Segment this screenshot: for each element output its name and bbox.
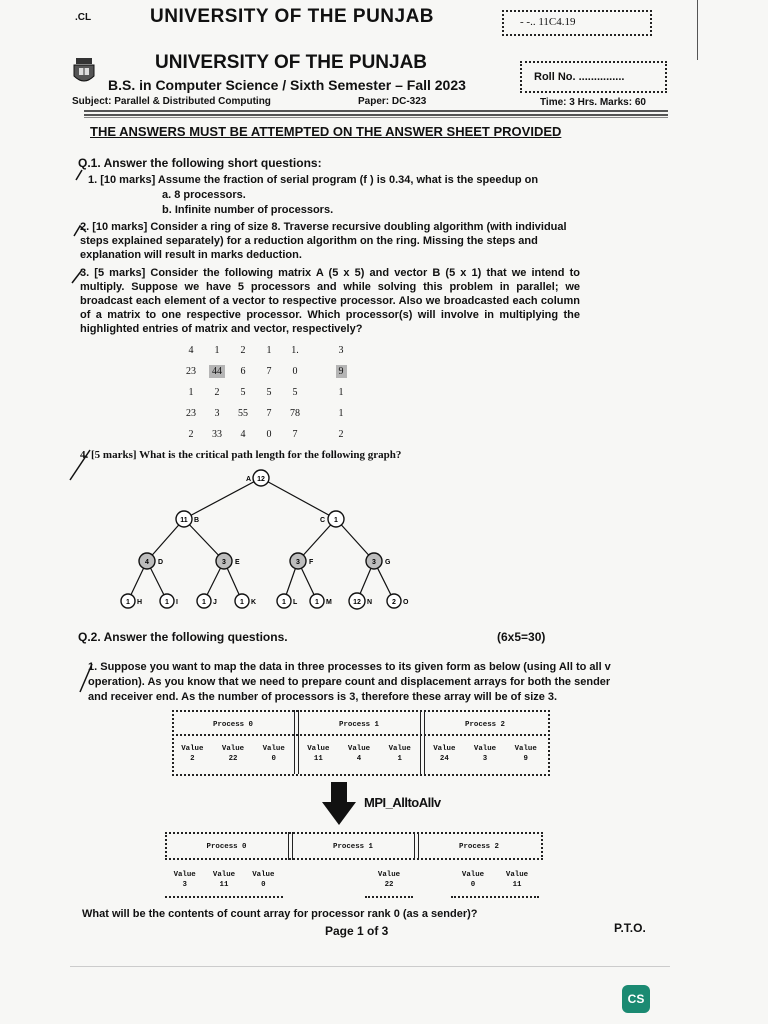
- matrix-row: [178, 382, 354, 403]
- matrix-cell: 4: [188, 345, 194, 356]
- vector-cell: 3: [338, 345, 344, 356]
- q1-item-3: 3. [5 marks] Consider the following matrix A (5 x 5) and vector B (5 x 1) that we intend to multiply. Suppose we have 5 processors and while solving this problem in parallel; we broadcast each element of a vector to respective processor. Also we broadcasted each column of a matrix to one respective processor. Which processor(s) will involve in multiplying the highlighted entries of matrix and vector, respectively?: [80, 267, 580, 335]
- q2-item-1: 1. Suppose you want to map the data in three processes to its given form as below (using All to all v operation). As you know that we need to prepare count and displacement arrays for both the sender and receiver end. As the number of processors is 3, therefore these array will be of size 3.: [88, 661, 611, 703]
- matrix-cell-highlighted: [204, 361, 230, 382]
- vector-cell: 2: [338, 429, 344, 440]
- header-rule-1: [84, 110, 668, 112]
- before-p2-values: [424, 744, 546, 764]
- pto-label: P.T.O.: [614, 921, 646, 935]
- matrix-cell: 1.: [291, 345, 299, 356]
- matrix-cell: 55: [238, 408, 248, 419]
- instruction-banner: THE ANSWERS MUST BE ATTEMPTED ON THE ANSWER SHEET PROVIDED: [90, 124, 562, 139]
- value-label: Value: [433, 745, 456, 753]
- before-table: [172, 710, 552, 778]
- graph-node-g: [366, 553, 382, 569]
- node-label: H: [137, 599, 143, 606]
- highlighted-value: 9: [336, 365, 347, 378]
- before-p1-values: [298, 744, 420, 764]
- value-number: 1: [397, 755, 402, 763]
- after-p0-values: [165, 870, 283, 898]
- node-weight: 1: [165, 599, 169, 606]
- value-cell: [172, 744, 213, 764]
- node-label: J: [213, 599, 217, 606]
- matrix-row: [178, 403, 354, 424]
- value-number: 0: [271, 755, 276, 763]
- value-cell: [505, 744, 546, 764]
- value-label: Value: [461, 871, 485, 879]
- top-roll-box-text: - -.. 11C4.19: [520, 16, 576, 28]
- node-weight: 3: [372, 559, 376, 566]
- node-weight: 2: [392, 599, 396, 606]
- before-header-p2: Process 2: [465, 721, 505, 729]
- before-divider: [420, 710, 421, 774]
- mpi-alltoallv-label: MPI_AlltoAllv: [364, 795, 441, 810]
- q2-heading: Q.2. Answer the following questions.: [78, 630, 288, 644]
- value-cell: [298, 744, 339, 764]
- matrix-cell: 5: [266, 387, 272, 398]
- value-number: 2: [190, 755, 195, 763]
- graph-node-m: [310, 594, 324, 608]
- graph-node-l: [277, 594, 291, 608]
- graph-node-b: [176, 511, 192, 527]
- value-cell: [339, 744, 380, 764]
- node-label: K: [251, 599, 257, 606]
- value-cell: [465, 744, 506, 764]
- value-label: Value: [181, 745, 204, 753]
- vector-cell: 1: [338, 408, 344, 419]
- matrix-cell: 1: [266, 345, 272, 356]
- value-number: 3: [482, 755, 488, 763]
- node-weight: 11: [180, 517, 188, 524]
- node-weight: 3: [222, 559, 226, 566]
- time-marks: Time: 3 Hrs. Marks: 60: [540, 97, 646, 108]
- value-label: Value: [307, 745, 330, 753]
- node-weight: 12: [257, 476, 265, 483]
- node-label: M: [326, 599, 332, 606]
- matrix-cell: 7: [266, 408, 272, 419]
- after-header-p1: Process 1: [333, 843, 373, 851]
- value-label: Value: [221, 745, 245, 753]
- value-cell: [424, 744, 465, 764]
- value-cell: [213, 744, 254, 764]
- after-divider: [288, 832, 289, 860]
- q2-marks: (6x5=30): [497, 630, 546, 644]
- matrix-cell: 7: [266, 366, 272, 377]
- node-label: G: [385, 559, 391, 566]
- pen-tick-marks: [68, 168, 108, 488]
- matrix-cell: 0: [266, 429, 272, 440]
- task-graph: [100, 466, 430, 616]
- matrix-cell: 1: [214, 345, 220, 356]
- matrix-row: [178, 340, 354, 361]
- matrix-cell: 3: [214, 408, 220, 419]
- paper-code: Paper: DC-323: [358, 96, 427, 107]
- after-p2-values: [451, 870, 539, 898]
- q2-item-1-question: What will be the contents of count array for processor rank 0 (as a sender)?: [82, 908, 478, 920]
- after-divider: [414, 832, 415, 860]
- node-label: C: [320, 517, 326, 524]
- after-p1-values: [365, 870, 413, 898]
- top-university-title: UNIVERSITY OF THE PUNJAB: [150, 6, 435, 27]
- value-cell: [365, 870, 413, 896]
- matrix-cell: 78: [290, 408, 300, 419]
- node-label: D: [158, 559, 164, 566]
- graph-node-h: [121, 594, 135, 608]
- node-label: A: [246, 476, 252, 483]
- university-logo: [72, 56, 96, 86]
- value-label: Value: [388, 745, 411, 753]
- header-rule-3: [84, 117, 668, 118]
- value-label: Value: [377, 871, 401, 879]
- graph-node-j: [197, 594, 211, 608]
- page-number: Page 1 of 3: [325, 924, 389, 938]
- matrix-row: [178, 424, 354, 445]
- pen-tick-q2: [78, 660, 98, 700]
- node-label: I: [176, 599, 178, 606]
- q1-item-1: 1. [10 marks] Assume the fraction of serial program (f ) is 0.34, what is the speedup on: [88, 174, 539, 186]
- value-cell: [204, 870, 243, 896]
- matrix-cell: 2: [188, 429, 194, 440]
- value-number: 0: [261, 881, 266, 889]
- graph-node-i: [160, 594, 174, 608]
- matrix-a-vector-b: [178, 340, 354, 445]
- value-number: 11: [512, 881, 522, 889]
- matrix-cell: 23: [186, 408, 196, 419]
- value-label: Value: [262, 745, 285, 753]
- matrix-cell: 5: [292, 387, 298, 398]
- matrix-cell: 2: [214, 387, 220, 398]
- graph-node-d: [139, 553, 155, 569]
- value-number: 3: [182, 881, 187, 889]
- footer-shadow-line: [70, 966, 670, 967]
- university-title: UNIVERSITY OF THE PUNJAB: [155, 52, 428, 73]
- before-divider: [294, 710, 295, 774]
- matrix-cell: 7: [292, 429, 298, 440]
- node-weight: 1: [202, 599, 206, 606]
- node-label: L: [293, 599, 298, 606]
- value-label: Value: [212, 871, 236, 879]
- graph-node-n: [349, 593, 365, 609]
- after-header-p0: Process 0: [206, 843, 247, 851]
- node-weight: 1: [126, 599, 130, 606]
- before-header-p1: Process 1: [339, 721, 379, 729]
- program-line: B.S. in Computer Science / Sixth Semester – Fall 2023: [108, 77, 466, 93]
- matrix-cell: 2: [240, 345, 246, 356]
- graph-node-o: [387, 594, 401, 608]
- node-weight: 1: [282, 599, 286, 606]
- value-cell: [451, 870, 495, 896]
- node-weight: 1: [315, 599, 319, 606]
- value-number: 11: [219, 881, 229, 889]
- value-cell: [165, 870, 204, 896]
- node-weight: 1: [334, 517, 338, 524]
- roll-no-label: Roll No. ...............: [534, 71, 625, 83]
- value-label: Value: [514, 745, 537, 753]
- matrix-cell: 23: [186, 366, 196, 377]
- matrix-cell: 4: [240, 429, 246, 440]
- matrix-cell: 1: [188, 387, 194, 398]
- value-label: Value: [505, 871, 529, 879]
- matrix-cell: 6: [240, 366, 246, 377]
- node-weight: 12: [353, 599, 361, 606]
- value-label: Value: [173, 871, 196, 879]
- matrix-row: [178, 361, 354, 382]
- value-cell: [495, 870, 539, 896]
- header-rule-2: [84, 114, 668, 116]
- top-roll-box: [502, 10, 652, 36]
- graph-node-c: [328, 511, 344, 527]
- camscanner-badge-text: CS: [627, 992, 645, 1006]
- node-label: F: [309, 559, 314, 566]
- value-number: 9: [523, 755, 528, 763]
- before-p0-values: [172, 744, 294, 764]
- node-weight: 3: [296, 559, 300, 566]
- node-label: E: [235, 559, 240, 566]
- node-weight: 1: [240, 599, 244, 606]
- graph-node-f: [290, 553, 306, 569]
- graph-edges: [128, 478, 394, 601]
- after-table: [165, 832, 545, 904]
- subject-line: Subject: Parallel & Distributed Computing: [72, 96, 271, 107]
- value-number: 11: [313, 755, 323, 763]
- right-edge-line: [697, 0, 698, 60]
- q1-item-2: 2. [10 marks] Consider a ring of size 8. Traverse recursive doubling algorithm (with individual steps explained separately) for a reduction algorithm on the ring. Missing the steps and explanation will result in marks deduction.: [80, 221, 567, 261]
- highlighted-value: 44: [209, 365, 225, 378]
- q1-item-1b: b. Infinite number of processors.: [162, 204, 334, 216]
- graph-node-e: [216, 553, 232, 569]
- node-label: N: [367, 599, 373, 606]
- value-cell: [244, 870, 283, 896]
- graph-node-a: [253, 470, 269, 486]
- q1-item-1a: a. 8 processors.: [162, 189, 246, 201]
- top-left-mark: .CL: [75, 12, 92, 23]
- value-number: 0: [470, 881, 476, 889]
- node-label: B: [194, 517, 200, 524]
- vector-cell-highlighted: [308, 361, 354, 382]
- camscanner-badge[interactable]: [622, 985, 650, 1013]
- value-number: 22: [384, 881, 394, 889]
- node-weight: 4: [145, 559, 149, 566]
- value-label: Value: [347, 745, 371, 753]
- after-header-p2: Process 2: [459, 843, 499, 851]
- before-header-p0: Process 0: [213, 721, 253, 729]
- value-cell: [253, 744, 294, 764]
- value-label: Value: [252, 871, 275, 879]
- down-arrow-icon: [322, 782, 356, 826]
- roll-no-box: [520, 61, 667, 93]
- value-cell: [379, 744, 420, 764]
- matrix-cell: 5: [240, 387, 246, 398]
- graph-node-k: [235, 594, 249, 608]
- q1-heading: Q.1. Answer the following short questions:: [78, 156, 322, 170]
- matrix-cell: 33: [212, 429, 222, 440]
- matrix-cell: 0: [292, 366, 298, 377]
- q1-item-4: 4. [5 marks] What is the critical path length for the following graph?: [80, 449, 402, 461]
- value-number: 24: [439, 755, 449, 763]
- value-number: 22: [228, 755, 238, 763]
- value-number: 4: [356, 755, 362, 763]
- node-label: O: [403, 599, 409, 606]
- value-label: Value: [473, 745, 497, 753]
- vector-cell: 1: [338, 387, 344, 398]
- before-table-header-rule: [172, 734, 550, 736]
